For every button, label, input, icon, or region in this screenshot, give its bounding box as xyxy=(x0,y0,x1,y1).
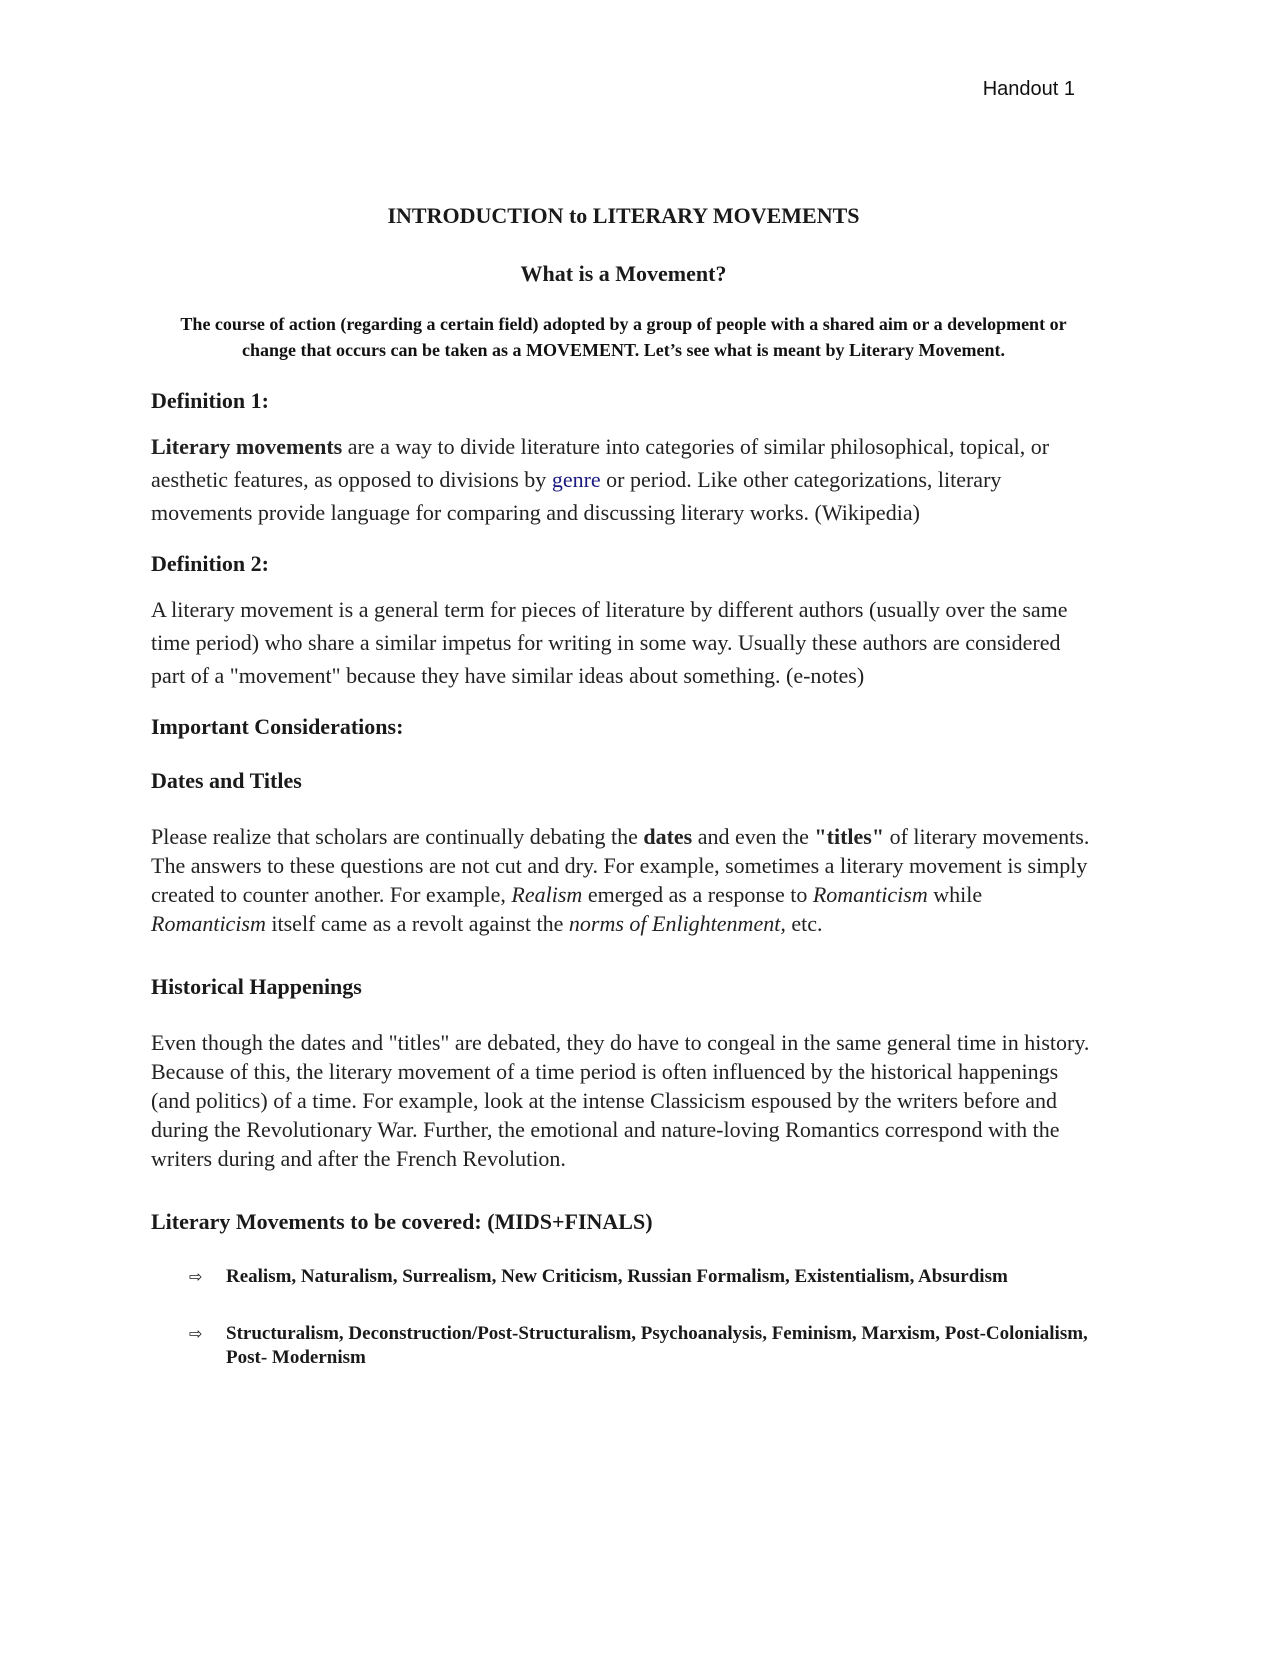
document-title: INTRODUCTION to LITERARY MOVEMENTS xyxy=(387,203,860,228)
intro-paragraph: The course of action (regarding a certain field) adopted by a group of people with a shared aim or a development or change that occurs can be taken as a MOVEMENT. Let’s see what is meant by Literary Movement. xyxy=(180,314,1067,360)
list-item-text: Realism, Naturalism, Surrealism, New Criticism, Russian Formalism, Existentialism, Absurdism xyxy=(226,1266,1008,1287)
dates-titles-paragraph xyxy=(151,822,1096,938)
dates-bold-titles: "titles" xyxy=(814,824,885,849)
arrow-bullet-icon: ⇨ xyxy=(189,1267,203,1286)
dates-text-1: Please realize that scholars are continually debating the xyxy=(151,824,644,849)
definition-1-term: Literary movements xyxy=(151,434,343,459)
list-item-text: Structuralism, Deconstruction/Post-Structuralism, Psychoanalysis, Feminism, Marxism, Post-Colonialism, Post- Modernism xyxy=(226,1323,1088,1368)
dates-text-2: and even the xyxy=(692,824,815,849)
dates-italic-realism: Realism xyxy=(511,882,583,907)
dates-text-3: of literary movements. The answers to these questions are not cut and dry. For example, sometimes a literary movement is simply created to counter another. For example, xyxy=(151,824,1090,907)
list-item xyxy=(151,1265,1096,1289)
arrow-bullet-icon: ⇨ xyxy=(189,1324,203,1343)
dates-italic-romanticism-2: Romanticism xyxy=(151,911,266,936)
historical-paragraph: Even though the dates and "titles" are debated, they do have to congeal in the same general time in history. Because of this, the literary movement of a time period is often influenced by the historical happenings (and politics) of a time. For example, look at the intense Classicism espoused by the writers before and during the Revolutionary War. Further, the emotional and nature-loving Romantics correspond with the writers during and after the French Revolution. xyxy=(151,1030,1090,1171)
definition-1-text-a: are a way to divide literature into categories of similar philosophical, topical, or aesthetic features, as opposed to divisions by xyxy=(151,434,1050,492)
definition-1-paragraph xyxy=(151,430,1096,529)
dates-bold-dates: dates xyxy=(643,824,693,849)
dates-text-6: itself came as a revolt against the xyxy=(265,911,569,936)
definition-1-text-b: or period. Like other categorizations, literary movements provide language for comparing and discussing literary works. (Wikipedia) xyxy=(151,467,1002,525)
dates-text-7: etc. xyxy=(785,911,823,936)
list-item xyxy=(151,1322,1096,1370)
movements-list xyxy=(151,1265,1096,1370)
document-subtitle: What is a Movement? xyxy=(520,261,727,286)
dates-italic-romanticism-1: Romanticism xyxy=(812,882,928,907)
handout-label: Handout 1 xyxy=(982,78,1075,100)
genre-link[interactable]: genre xyxy=(551,467,601,492)
definition-2-paragraph: A literary movement is a general term for pieces of literature by different authors (usually over the same time period) who share a similar impetus for writing in some way. Usually these authors are considered part of a "movement" because they have similar ideas about something. (e-notes) xyxy=(151,597,1068,688)
definition-2-heading: Definition 2: xyxy=(151,551,269,576)
dates-text-5: while xyxy=(927,882,983,907)
document-body xyxy=(151,203,1096,1370)
definition-1-heading: Definition 1: xyxy=(151,388,269,413)
dates-italic-enlightenment: norms of Enlightenment, xyxy=(568,911,786,936)
covered-heading: Literary Movements to be covered: (MIDS+FINALS) xyxy=(151,1209,653,1234)
dates-text-4: emerged as a response to xyxy=(582,882,813,907)
historical-heading: Historical Happenings xyxy=(151,974,362,999)
dates-titles-heading: Dates and Titles xyxy=(151,768,302,793)
considerations-heading: Important Considerations: xyxy=(151,714,404,739)
